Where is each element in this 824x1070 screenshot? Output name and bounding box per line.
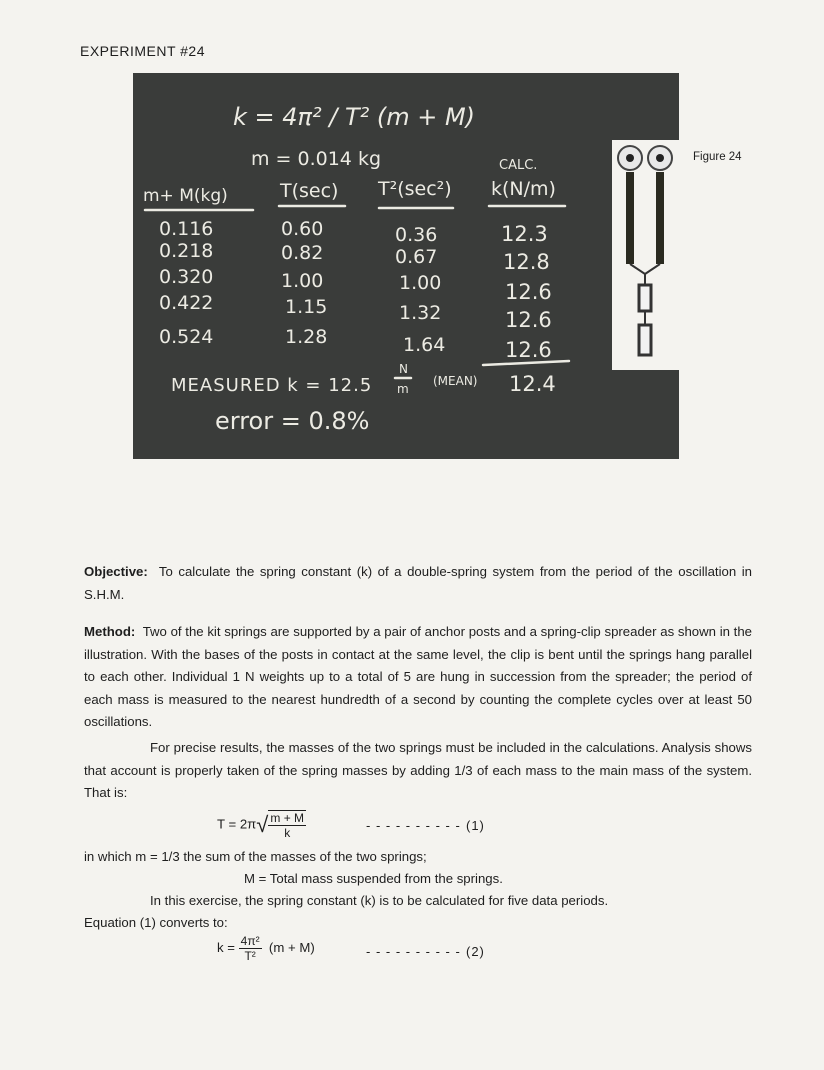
- row2-k: 12.8: [503, 250, 550, 274]
- row5-period: 1.28: [285, 326, 328, 348]
- row2-mass: 0.218: [159, 240, 214, 262]
- experiment-header: EXPERIMENT #24: [80, 43, 206, 59]
- eq1-den: k: [284, 826, 291, 840]
- row5-k: 12.6: [505, 338, 552, 362]
- figure-label: Figure 24: [693, 151, 742, 163]
- row5-mass: 0.524: [159, 326, 214, 348]
- converts-text: Equation (1) converts to:: [84, 915, 228, 930]
- board-calc-label: CALC.: [499, 158, 538, 173]
- board-error: error = 0.8%: [215, 407, 370, 435]
- row4-period-sq: 1.32: [399, 302, 442, 324]
- analysis-text: For precise results, the masses of the two springs must be included in the calculations. Analysis shows that account is properly taken of the spring masses by adding 1/3 of each mass to the main mass of the system. That is:: [84, 740, 752, 800]
- converts-line: [84, 912, 752, 935]
- definition-m-text: in which m = 1/3 the sum of the masses of the two springs;: [84, 849, 427, 864]
- row3-mass: 0.320: [159, 266, 214, 288]
- equation-2: [217, 934, 315, 963]
- sqrt-icon: √: [256, 812, 269, 837]
- row5-period-sq: 1.64: [403, 334, 446, 356]
- board-mean-label: (MEAN): [433, 374, 478, 388]
- board-unit-den: m: [397, 382, 409, 396]
- method-text: Two of the kit springs are supported by a pair of anchor posts and a spring-clip spreader as shown in the illustration. With the bases of the posts in contact at the same level, the clip is bent until the springs hang parallel to each other. Individual 1 N weights up to a total of 5 are hung in succession from the spreader; the period of each mass is measured to the nearest hundredth of a second by counting the complete cycles over at least 50 oscillations.: [84, 624, 752, 729]
- spring-right: [656, 172, 664, 264]
- weight-2: [639, 325, 651, 355]
- eq1-fraction: [268, 810, 306, 840]
- row3-period: 1.00: [281, 270, 324, 292]
- definition-M: [244, 868, 744, 891]
- chalkboard-drawing: [133, 73, 679, 459]
- eq2-label: (2): [466, 944, 485, 959]
- eq1-dashes: - - - - - - - - - -: [366, 818, 461, 833]
- exercise-line: [150, 890, 752, 913]
- row2-period: 0.82: [281, 242, 324, 264]
- board-formula: [233, 103, 475, 131]
- definition-M-text: M = Total mass suspended from the springs.: [244, 871, 503, 886]
- board-table: [159, 218, 552, 362]
- row1-period: 0.60: [281, 218, 324, 240]
- eq2-den: T²: [244, 949, 256, 963]
- row4-period: 1.15: [285, 296, 328, 318]
- equation-1: [217, 810, 306, 840]
- eq2-fraction: [239, 934, 262, 963]
- eq1-lhs: T = 2π: [217, 816, 257, 832]
- spring-apparatus-illustration: [612, 140, 692, 370]
- row2-period-sq: 0.67: [395, 246, 438, 268]
- row1-period-sq: 0.36: [395, 224, 438, 246]
- objective-paragraph: [84, 561, 752, 606]
- row3-k: 12.6: [505, 280, 552, 304]
- board-unit-num: N: [399, 362, 408, 376]
- eq1-label: (1): [466, 818, 485, 833]
- method-paragraph: [84, 621, 752, 734]
- formula-text: k = 4π² / T² (m + M): [233, 103, 476, 131]
- weight-1: [639, 285, 651, 311]
- row4-mass: 0.422: [159, 292, 214, 314]
- board-measured: MEASURED k = 12.5: [171, 375, 373, 396]
- board-m-value: m = 0.014 kg: [251, 148, 382, 170]
- row1-k: 12.3: [501, 222, 548, 246]
- method-label: Method:: [84, 624, 136, 639]
- spring-left: [626, 172, 634, 264]
- col-header-mass: m+ M(kg): [143, 186, 228, 206]
- chalkboard-photo: [133, 73, 679, 459]
- board-mean-value: 12.4: [509, 372, 556, 396]
- row4-k: 12.6: [505, 308, 552, 332]
- eq2-lhs: k =: [217, 939, 235, 955]
- objective-label: Objective:: [84, 564, 148, 579]
- row1-mass: 0.116: [159, 218, 214, 240]
- analysis-paragraph: [84, 737, 752, 805]
- row3-period-sq: 1.00: [399, 272, 442, 294]
- objective-text: To calculate the spring constant (k) of a double-spring system from the period of the oscillation in S.H.M.: [84, 564, 753, 602]
- col-header-k: k(N/m): [491, 178, 556, 200]
- eq2-rhs: (m + M): [268, 939, 315, 955]
- eq2-num: 4π²: [240, 934, 260, 948]
- col-header-period-sq: T²(sec²): [378, 178, 452, 200]
- definition-m: [84, 846, 752, 869]
- exercise-text: In this exercise, the spring constant (k) is to be calculated for five data periods.: [150, 893, 609, 908]
- eq2-dashes: - - - - - - - - - -: [366, 944, 461, 959]
- col-header-period: T(sec): [280, 180, 339, 202]
- eq1-num: m + M: [270, 811, 305, 825]
